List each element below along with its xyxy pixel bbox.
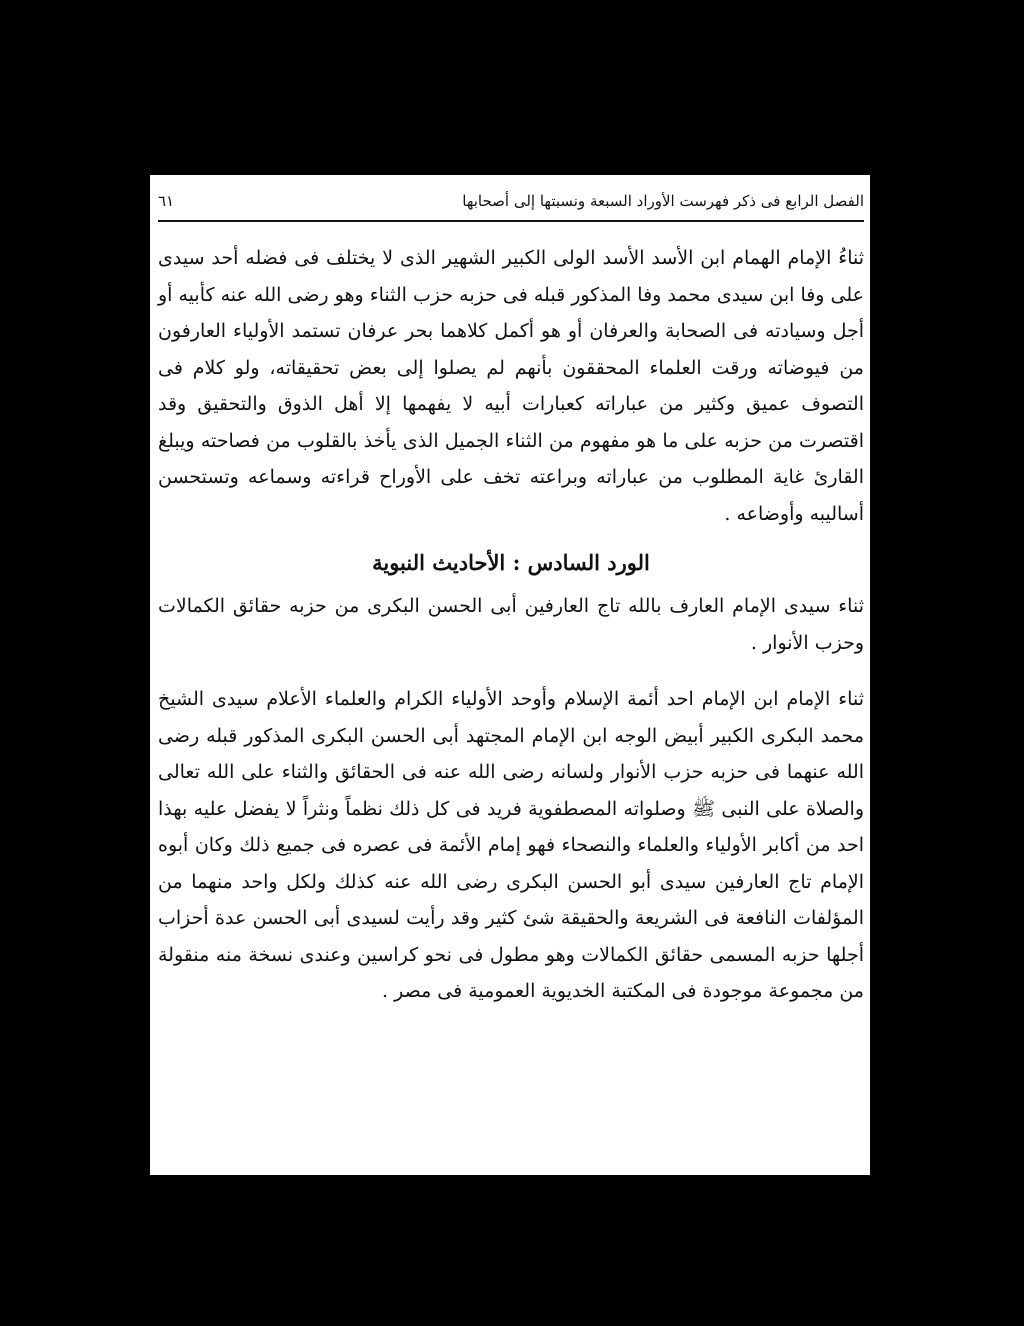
- page-header: [158, 187, 864, 215]
- paragraph-thanaa-ali-wafa: ثناءُ الإمام الهمام ابن الأسد الأسد الولى الكبير الشهير الذى لا يختلف فى فضله أحد سيدى على وفا ابن سيدى محمد وفا المذكور قبله فى حزبه حزب الثناء وهو رضى الله عنه كأبيه أو أجل وسيادته فى الصحابة والعرفان أو هو أكمل كلاهما بحر عرفان تستمد الأولياء العارفون من فيوضاته ورقت العلماء المحققون بأنهم لم يصلوا إلى بعض تحقيقاته، ولو كلام فى التصوف عميق وكثير من عباراته كعبارات أبيه لا يفهمها إلا أهل الذوق والتحقيق وقد اقتصرت من حزبه على ما هو مفهوم من الثناء الجميل الذى يأخذ بالقلوب من فصاحته ويبلغ القارئ غاية المطلوب من عباراته وبراعته تخف على الأوراح قراءته وسماعه وتستحسن أساليبه وأوضاعه .: [158, 247, 864, 525]
- running-title: الفصل الرابع فى ذكر فهرست الأوراد السبعة ونسبتها إلى أصحابها: [462, 192, 864, 210]
- page-body: [158, 240, 864, 1010]
- header-rule: [158, 220, 864, 222]
- paragraph-abi-al-hasan: ثناء سيدى الإمام العارف بالله تاج العارفين أبى الحسن البكرى من حزبه حقائق الكمالات وحزب الأنوار .: [158, 595, 864, 654]
- paragraph-muhammad-al-bakri: ثناء الإمام ابن الإمام احد أئمة الإسلام وأوحد الأولياء الكرام والعلماء الأعلام سيدى الشيخ محمد البكرى الكبير أبيض الوجه ابن الإمام المجتهد أبى الحسن البكرى المذكور قبله رضى الله عنهما فى حزبه حزب الأنوار ولسانه رضى الله عنه فى الحقائق والثناء على الله تعالى والصلاة على النبى ﷺ وصلواته المصطفوية فريد فى كل ذلك نظماً ونثراً لا يفضل عليه بهذا احد من أكابر الأولياء والعلماء والنصحاء فهو إمام الأئمة فى عصره فى جميع ذلك وكان أبوه الإمام تاج العارفين سيدى أبو الحسن البكرى رضى الله عنه كذلك ولكل واحد منهما من المؤلفات النافعة فى الشريعة والحقيقة شئ كثير وقد رأيت لسيدى أبى الحسن عدة أحزاب أجلها حزبه المسمى حقائق الكمالات وهو مطول فى نحو كراسين وعندى نسخة منه منقولة من مجموعة موجودة فى المكتبة الخديوية العمومية فى مصر .: [158, 688, 864, 1002]
- page-number: ٦١: [158, 192, 175, 210]
- section-title: الورد السادس : الأحاديث النبوية: [372, 550, 650, 575]
